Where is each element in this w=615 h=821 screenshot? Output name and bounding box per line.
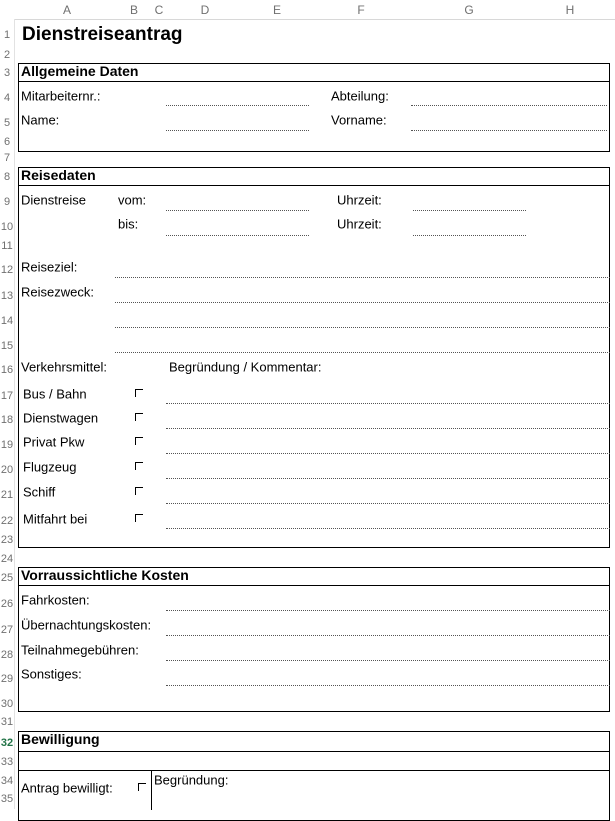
to-time-field[interactable] bbox=[413, 235, 526, 236]
transport-bus-comment[interactable] bbox=[166, 403, 610, 404]
department-field[interactable] bbox=[411, 105, 607, 106]
row-number[interactable]: 24 bbox=[0, 553, 14, 565]
transport-option-company-car-label: Dienstwagen bbox=[23, 410, 99, 426]
row-number[interactable]: 20 bbox=[0, 464, 14, 476]
form-title: Dienstreiseantrag bbox=[22, 24, 183, 45]
purpose-label: Reisezweck: bbox=[21, 284, 94, 300]
row-number[interactable]: 26 bbox=[0, 598, 14, 610]
time-label-from: Uhrzeit: bbox=[337, 192, 382, 208]
name-label: Name: bbox=[21, 112, 60, 128]
transport-ride-along-comment[interactable] bbox=[166, 528, 610, 529]
trip-label: Dienstreise bbox=[21, 192, 87, 208]
purpose-field-line-3[interactable] bbox=[115, 352, 610, 353]
column-header-d[interactable]: D bbox=[200, 3, 210, 17]
row-number[interactable]: 30 bbox=[0, 698, 14, 710]
trip-data-section bbox=[18, 167, 610, 548]
approval-header-divider bbox=[18, 751, 610, 752]
row-number[interactable]: 6 bbox=[3, 136, 11, 148]
purpose-field-line-1[interactable] bbox=[115, 302, 610, 303]
transport-ride-along-checkbox[interactable] bbox=[135, 514, 143, 522]
row-number[interactable]: 11 bbox=[1, 240, 13, 252]
name-field[interactable] bbox=[166, 130, 309, 131]
row-number[interactable]: 17 bbox=[0, 390, 14, 402]
row-number[interactable]: 18 bbox=[0, 414, 14, 426]
from-label: vom: bbox=[118, 192, 147, 208]
costs-heading: Vorraussichtliche Kosten bbox=[21, 567, 189, 583]
row-number[interactable]: 21 bbox=[0, 489, 14, 501]
transport-option-private-car-label: Privat Pkw bbox=[23, 434, 85, 450]
approval-column-divider bbox=[151, 770, 152, 810]
participation-fees-label: Teilnahmegebühren: bbox=[21, 642, 139, 658]
employee-no-label: Mitarbeiternr.: bbox=[21, 88, 101, 104]
time-label-to: Uhrzeit: bbox=[337, 216, 382, 232]
participation-fees-field[interactable] bbox=[166, 660, 610, 661]
row-number[interactable]: 33 bbox=[0, 756, 14, 768]
row-number[interactable]: 31 bbox=[0, 716, 14, 728]
destination-label: Reiseziel: bbox=[21, 259, 78, 275]
column-header-f[interactable]: F bbox=[357, 3, 365, 17]
column-header-a[interactable]: A bbox=[62, 3, 72, 17]
transport-company-car-checkbox[interactable] bbox=[135, 413, 143, 421]
row-number[interactable]: 25 bbox=[0, 572, 14, 584]
first-name-label: Vorname: bbox=[331, 112, 387, 128]
transport-option-bus-label: Bus / Bahn bbox=[23, 386, 87, 402]
row-number[interactable]: 10 bbox=[0, 221, 14, 233]
reason-comment-label: Begründung / Kommentar: bbox=[169, 359, 322, 375]
row-number[interactable]: 23 bbox=[0, 534, 14, 546]
costs-header bbox=[18, 567, 610, 586]
overnight-costs-label: Übernachtungskosten: bbox=[21, 617, 152, 633]
row-number[interactable]: 14 bbox=[0, 315, 14, 327]
row-number-active[interactable]: 32 bbox=[0, 737, 14, 749]
row-number[interactable]: 4 bbox=[3, 92, 11, 104]
row-number[interactable]: 3 bbox=[3, 67, 11, 79]
from-time-field[interactable] bbox=[413, 210, 526, 211]
transport-option-ship-label: Schiff bbox=[23, 484, 56, 500]
destination-field[interactable] bbox=[115, 277, 610, 278]
general-data-heading: Allgemeine Daten bbox=[21, 63, 139, 79]
approval-reason-label: Begründung: bbox=[154, 772, 229, 788]
row-number[interactable]: 13 bbox=[0, 290, 14, 302]
row-number[interactable]: 34 bbox=[0, 775, 14, 787]
trip-data-header bbox=[18, 167, 610, 186]
approved-label: Antrag bewilligt: bbox=[21, 780, 113, 796]
row-number[interactable]: 28 bbox=[0, 649, 14, 661]
transport-option-ride-along-label: Mitfahrt bei bbox=[23, 511, 88, 527]
row-number[interactable]: 5 bbox=[3, 117, 11, 129]
other-costs-field[interactable] bbox=[166, 685, 610, 686]
row-number[interactable]: 19 bbox=[0, 439, 14, 451]
first-name-field[interactable] bbox=[411, 130, 607, 131]
to-label: bis: bbox=[118, 216, 139, 232]
approval-heading: Bewilligung bbox=[21, 731, 100, 747]
row-number[interactable]: 35 bbox=[0, 793, 14, 805]
approval-header bbox=[18, 731, 610, 750]
transport-bus-checkbox[interactable] bbox=[135, 389, 143, 397]
transport-private-car-comment[interactable] bbox=[166, 453, 610, 454]
trip-data-heading: Reisedaten bbox=[21, 167, 96, 183]
transport-plane-checkbox[interactable] bbox=[135, 462, 143, 470]
approval-body-divider bbox=[18, 770, 610, 771]
row-number[interactable]: 9 bbox=[3, 196, 11, 208]
row-number[interactable]: 8 bbox=[3, 171, 11, 183]
overnight-costs-field[interactable] bbox=[166, 635, 610, 636]
employee-no-field[interactable] bbox=[166, 105, 309, 106]
travel-costs-field[interactable] bbox=[166, 610, 610, 611]
column-header-h[interactable]: H bbox=[565, 3, 575, 17]
row-number[interactable]: 7 bbox=[3, 152, 11, 164]
column-header-g[interactable]: G bbox=[464, 3, 474, 17]
transport-label: Verkehrsmittel: bbox=[21, 359, 107, 375]
from-date-field[interactable] bbox=[166, 210, 309, 211]
row-number[interactable]: 12 bbox=[0, 264, 14, 276]
general-data-header bbox=[18, 63, 610, 82]
transport-ship-checkbox[interactable] bbox=[135, 487, 143, 495]
costs-section bbox=[18, 567, 610, 712]
transport-option-plane-label: Flugzeug bbox=[23, 459, 77, 475]
column-header-bar bbox=[0, 0, 615, 20]
to-date-field[interactable] bbox=[166, 235, 309, 236]
approved-checkbox[interactable] bbox=[138, 783, 146, 791]
purpose-field-line-2[interactable] bbox=[115, 327, 610, 328]
row-number[interactable]: 27 bbox=[0, 624, 14, 636]
row-number[interactable]: 1 bbox=[3, 29, 11, 41]
transport-private-car-checkbox[interactable] bbox=[135, 437, 143, 445]
row-number[interactable]: 2 bbox=[3, 49, 11, 61]
transport-company-car-comment[interactable] bbox=[166, 428, 610, 429]
column-header-e[interactable]: E bbox=[272, 3, 282, 17]
row-number[interactable]: 29 bbox=[0, 673, 14, 685]
department-label: Abteilung: bbox=[331, 88, 389, 104]
other-costs-label: Sonstiges: bbox=[21, 666, 82, 682]
transport-plane-comment[interactable] bbox=[166, 478, 610, 479]
column-header-c[interactable]: C bbox=[154, 3, 164, 17]
row-number[interactable]: 22 bbox=[0, 515, 14, 527]
travel-costs-label: Fahrkosten: bbox=[21, 592, 90, 608]
transport-ship-comment[interactable] bbox=[166, 503, 610, 504]
row-number[interactable]: 16 bbox=[0, 364, 14, 376]
row-number[interactable]: 15 bbox=[0, 340, 14, 352]
column-header-b[interactable]: B bbox=[129, 3, 139, 17]
